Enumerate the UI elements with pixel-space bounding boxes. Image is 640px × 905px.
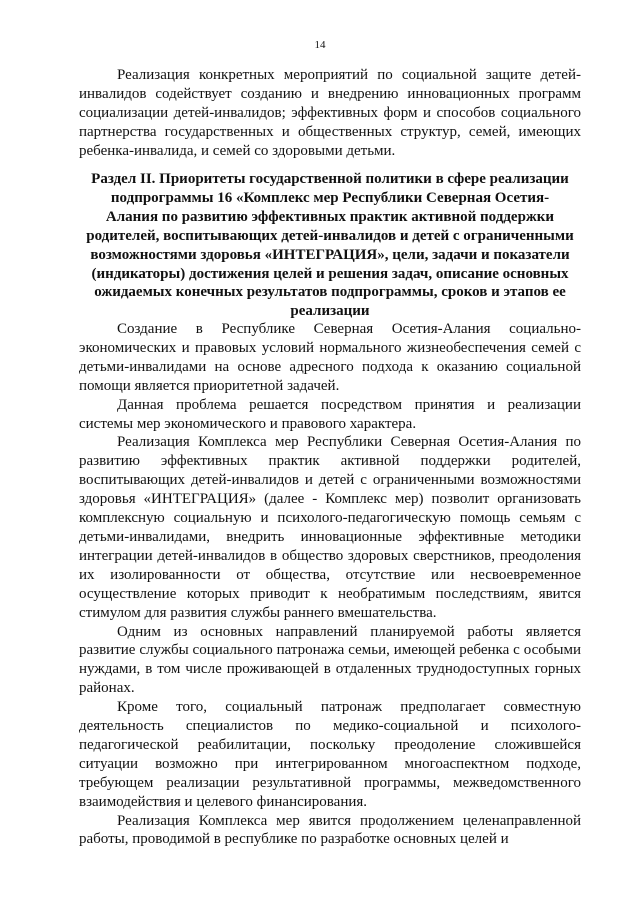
section-heading: Раздел II. Приоритеты государственной политики в сфере реализации подпрограммы 16 «Комплекс мер Республики Северная Осетия-Алания по развитию эффективных практик активной поддержки родителей, воспитывающих детей-инвалидов и детей с ограниченными возможностями здоровья «ИНТЕГРАЦИЯ», цели, задачи и показатели (индикаторы) достижения целей и решения задач, описание основных ожидаемых конечных результатов подпрограммы, сроков и этапов ее реализации	[86, 171, 574, 320]
intro-section	[79, 66, 581, 161]
body-text	[79, 320, 581, 849]
paragraph: Данная проблема решается посредством принятия и реализации системы мер экономического и правового характера.	[79, 396, 581, 432]
paragraph: Реализация Комплекса мер Республики Северная Осетия-Алания по развитию эффективных практик активной поддержки родителей, воспитывающих детей-инвалидов и детей с ограниченными возможностями здоровья «ИНТЕГРАЦИЯ» (далее - Комплекс мер) позволит организовать комплексную социальную и психолого-педагогическую помощь семьям с детьми-инвалидами, внедрить инновационные эффективные методики интеграции детей-инвалидов в общество здоровых сверстников, преодоления их изолированности от общества, отсутствие или несвоевременное осуществление которых приводит к необратимым последствиям, явится стимулом для развития службы раннего вмешательства.	[79, 434, 581, 621]
intro-paragraph: Реализация конкретных мероприятий по социальной защите детей-инвалидов содействует созданию и внедрению инновационных программ социализации детей-инвалидов; эффективных форм и способов социального партнерства государственных и общественных структур, семей, имеющих ребенка-инвалида, и семей со здоровыми детьми.	[79, 67, 581, 159]
paragraph: Создание в Республике Северная Осетия-Алания социально-экономических и правовых условий нормального жизнеобеспечения семей с детьми-инвалидами на основе адресного подхода к оказанию социальной помощи является приоритетной задачей.	[79, 321, 581, 394]
page-number: 14	[314, 39, 326, 51]
paragraph: Кроме того, социальный патронаж предполагает совместную деятельность специалистов по медико-социальной и психолого-педагогической реабилитации, поскольку преодоление сложившейся ситуации возможно при интегрированном многоаспектном подходе, требующем реализации результативной программы, межведомственного взаимодействия и целевого финансирования.	[79, 699, 581, 810]
paragraph: Одним из основных направлений планируемой работы является развитие службы социального патронажа семьи, имеющей ребенка с особыми нуждами, в том числе проживающей в отдаленных труднодоступных горных районах.	[79, 623, 581, 697]
paragraph: Реализация Комплекса мер явится продолжением целенаправленной работы, проводимой в республике по разработке основных целей и	[79, 812, 581, 848]
